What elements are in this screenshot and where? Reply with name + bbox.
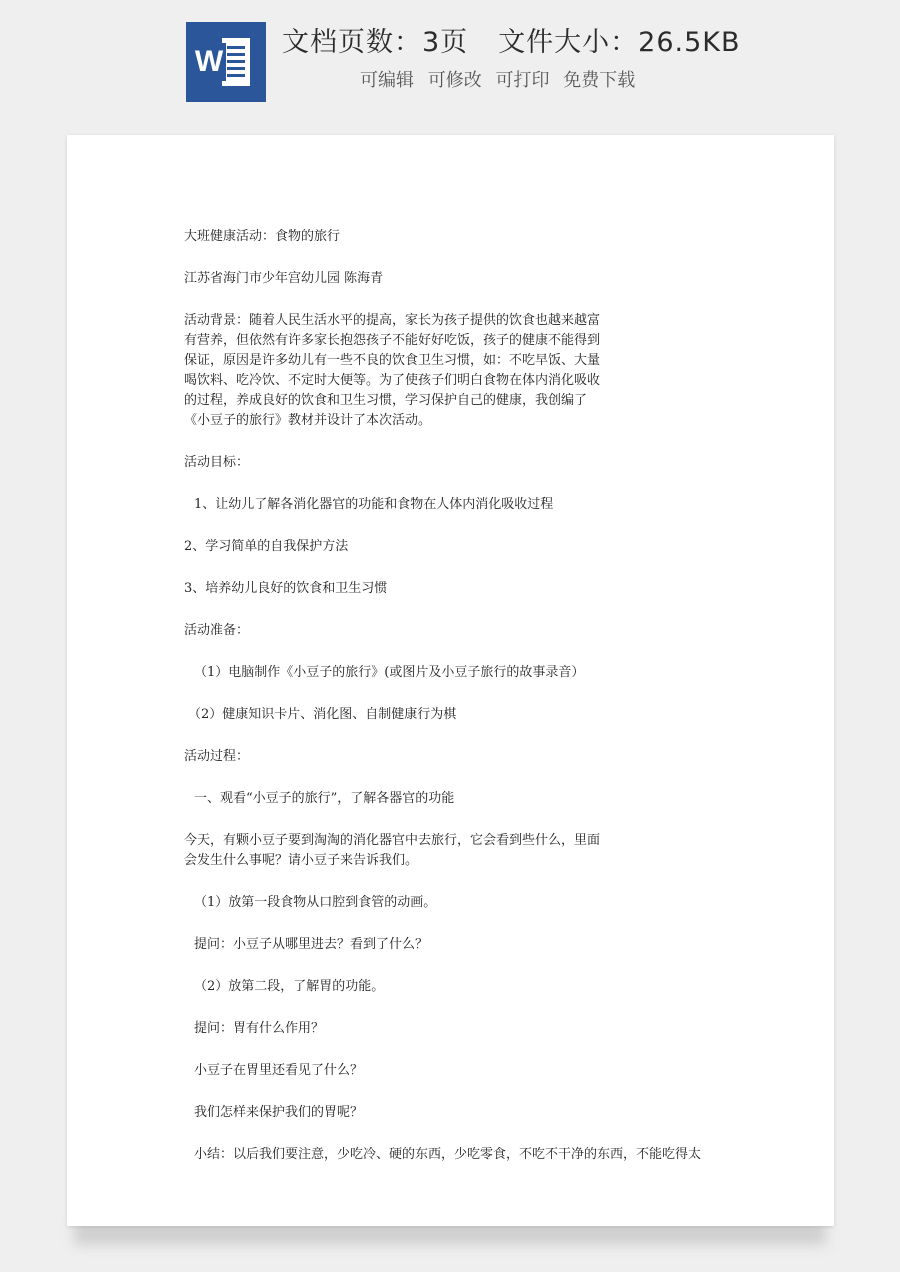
document-page bbox=[67, 135, 834, 1226]
file-size-label: 文件大小：26.5KB bbox=[498, 27, 741, 58]
question-4: 我们怎样来保护我们的胃呢？ bbox=[194, 1105, 364, 1120]
word-icon-letter: W bbox=[192, 43, 226, 81]
goal-item-3: 3、培养幼儿良好的饮食和卫生习惯 bbox=[184, 581, 388, 596]
prep-item-2: （2）健康知识卡片、消化图、自制健康行为棋 bbox=[188, 707, 457, 722]
feature-editable: 可编辑 bbox=[360, 70, 414, 91]
prep-heading: 活动准备： bbox=[184, 623, 250, 638]
process-step-1: 一、观看“小豆子的旅行”，了解各器官的功能 bbox=[194, 791, 455, 806]
document-author: 江苏省海门市少年宫幼儿园 陈海青 bbox=[184, 271, 384, 286]
feature-free-download: 免费下载 bbox=[563, 70, 636, 91]
prep-item-1: （1）电脑制作《小豆子的旅行》(或图片及小豆子旅行的故事录音） bbox=[194, 665, 585, 680]
page-count-label: 文档页数：3页 bbox=[282, 27, 469, 58]
activity-background: 活动背景：随着人民生活水平的提高，家长为孩子提供的饮食也越来越富有营养，但依然有许多家长抱怨孩子不能好好吃饭，孩子的健康不能得到保证，原因是许多幼儿有一些不良的饮食卫生习惯，如：不吃早饭、大量喝饮料、吃冷饮、不定时大便等。为了使孩子们明白食物在体内消化吸收的过程，养成良好的饮食和卫生习惯，学习保护自己的健康，我创编了《小豆子的旅行》教材并设计了本次活动。 bbox=[184, 313, 601, 428]
document-content bbox=[184, 227, 702, 1187]
question-2: 提问：胃有什么作用？ bbox=[194, 1021, 325, 1036]
question-1: 提问：小豆子从哪里进去？看到了什么？ bbox=[194, 937, 429, 952]
process-substep-2: （2）放第二段，了解胃的功能。 bbox=[194, 979, 385, 994]
process-substep-1: （1）放第一段食物从口腔到食管的动画。 bbox=[194, 895, 437, 910]
word-document-icon bbox=[186, 22, 266, 102]
summary-text: 小结：以后我们要注意，少吃冷、硬的东西，少吃零食，不吃不干净的东西，不能吃得太 bbox=[194, 1147, 702, 1162]
question-3: 小豆子在胃里还看见了什么？ bbox=[194, 1063, 364, 1078]
feature-list bbox=[360, 66, 660, 92]
process-heading: 活动过程： bbox=[184, 749, 250, 764]
process-intro: 今天，有颗小豆子要到淘淘的消化器官中去旅行，它会看到些什么，里面会发生什么事呢？请小豆子来告诉我们。 bbox=[184, 833, 601, 868]
feature-modifiable: 可修改 bbox=[427, 70, 482, 91]
goal-item-1: 1、让幼儿了解各消化器官的功能和食物在人体内消化吸收过程 bbox=[194, 497, 554, 512]
feature-printable: 可打印 bbox=[495, 70, 550, 91]
download-header bbox=[0, 0, 900, 120]
goals-heading: 活动目标： bbox=[184, 455, 250, 470]
file-info-title bbox=[282, 20, 742, 59]
document-title: 大班健康活动：食物的旅行 bbox=[184, 229, 341, 244]
goal-item-2: 2、学习简单的自我保护方法 bbox=[184, 539, 349, 554]
